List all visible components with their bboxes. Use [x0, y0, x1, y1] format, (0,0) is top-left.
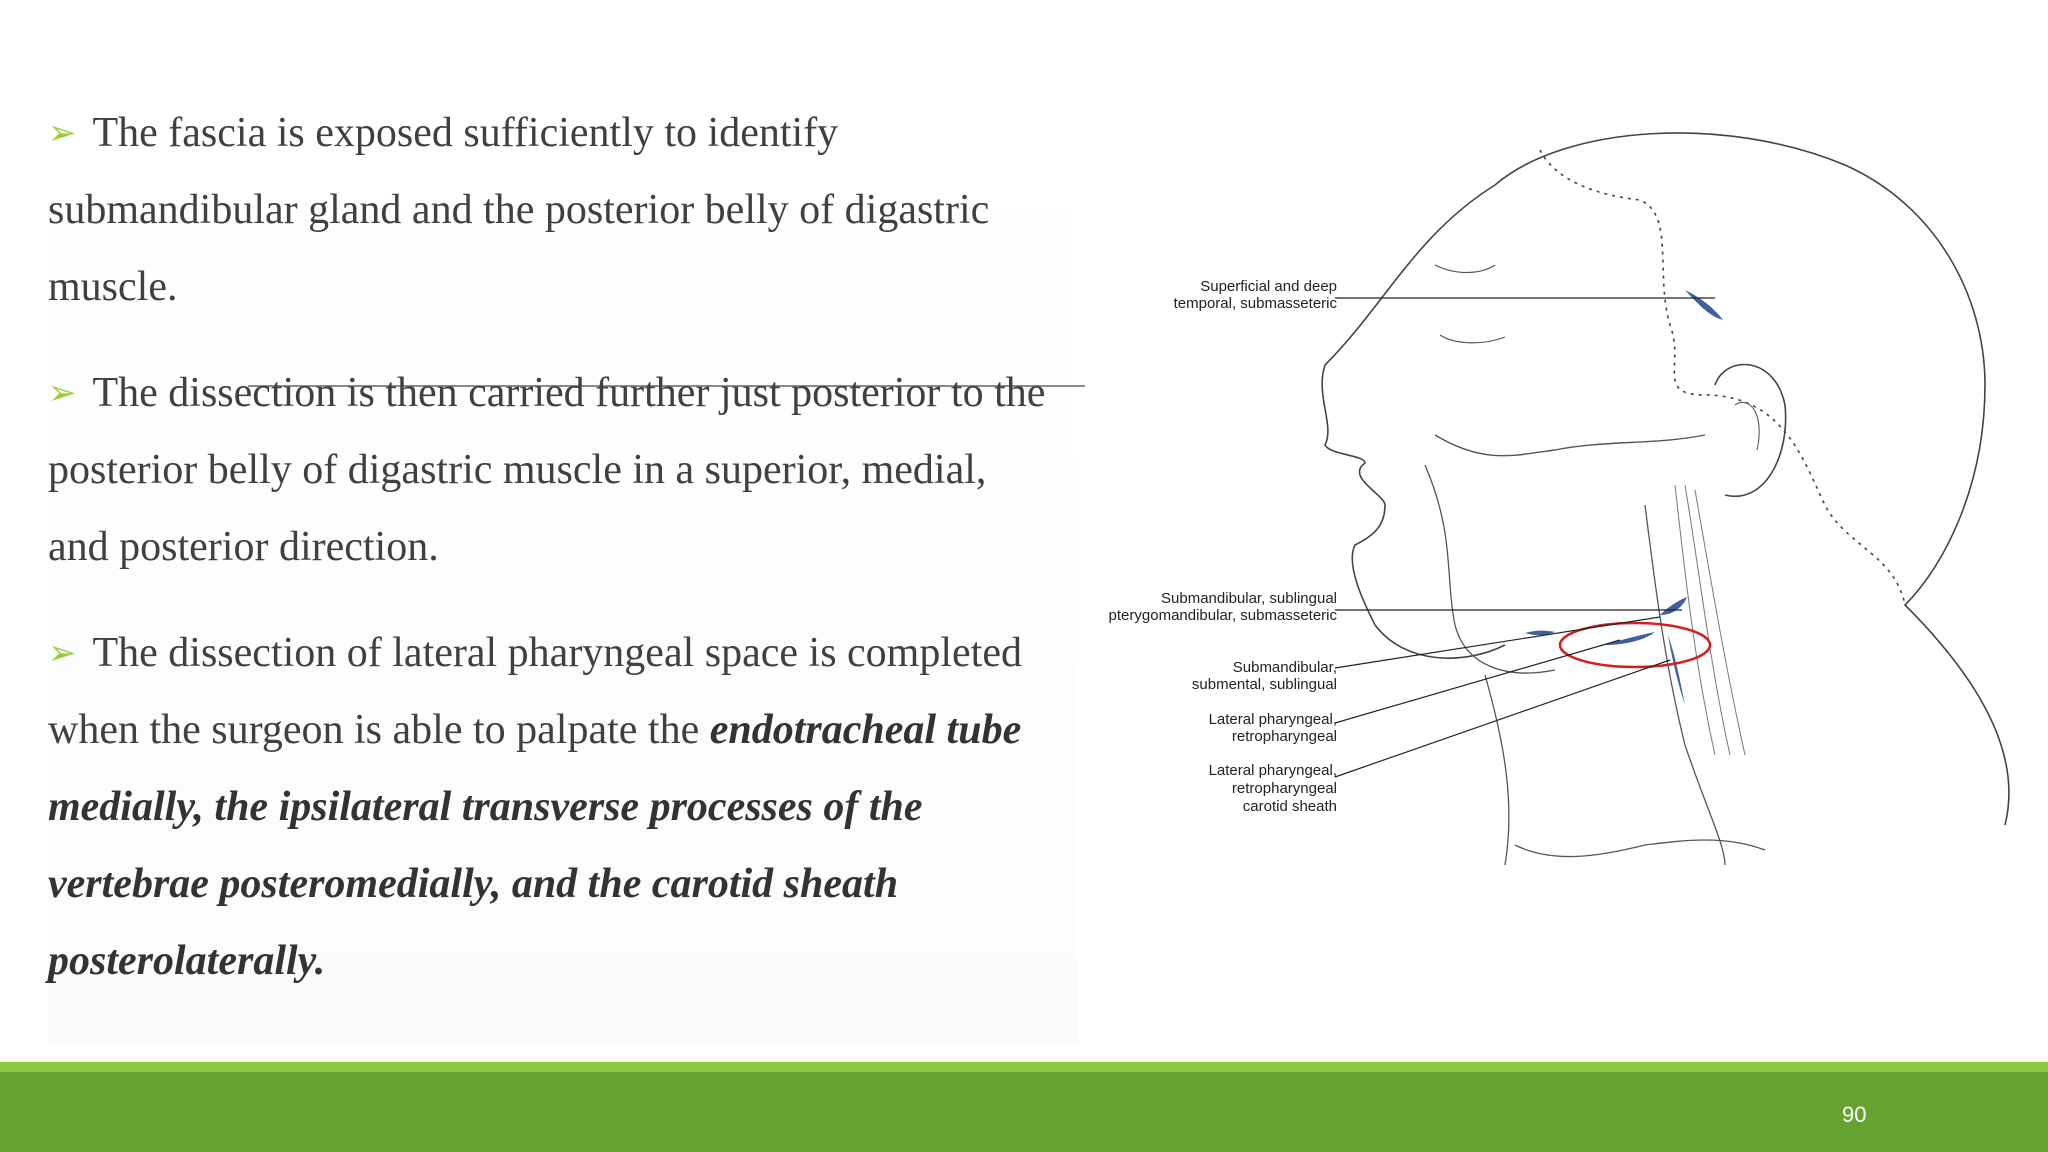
label-2b: pterygomandibular, submasseteric: [1108, 607, 1337, 624]
face-profile: [1322, 185, 1505, 658]
bullet-3-emphasis: endotracheal tube: [709, 707, 1022, 753]
ear: [1715, 365, 1786, 497]
neck-left: [1485, 675, 1509, 865]
bullet-1-line-3: muscle.: [48, 264, 178, 310]
anatomy-figure: [1085, 105, 2015, 935]
label-4a: Lateral pharyngeal,: [1208, 711, 1337, 728]
bullet-3-line-2: when the surgeon is able to palpate the: [48, 707, 710, 753]
bullet-3: [48, 615, 1098, 1000]
lateral-pharyngeal-space: [1668, 635, 1685, 705]
neck-right: [1645, 505, 1725, 865]
bullet-3-line-3: medially, the ipsilateral transverse processes of the: [48, 784, 923, 830]
label-2a: Submandibular, sublingual: [1161, 590, 1337, 607]
clavicle: [1515, 840, 1765, 857]
label-3b: submental, sublingual: [1191, 676, 1337, 693]
bullet-arrow-icon: ➢: [48, 633, 77, 673]
bullet-2-line-2: posterior belly of digastric muscle in a superior, medial,: [48, 447, 987, 493]
head-outline: [1495, 133, 2009, 825]
pterygomandibular-space: [1605, 632, 1655, 645]
label-1a: Superficial and deep: [1200, 278, 1337, 295]
label-4b: retropharyngeal: [1231, 728, 1337, 745]
label-5a: Lateral pharyngeal,: [1208, 762, 1337, 779]
head-neck-illustration: [1085, 105, 2015, 935]
bullet-2: [48, 355, 1098, 586]
submandibular-space: [1660, 597, 1687, 615]
footer-bar: [0, 1072, 2048, 1152]
bullet-1-line-1: The fascia is exposed sufficiently to identify: [92, 110, 839, 156]
label-5b: retropharyngeal: [1231, 780, 1337, 797]
text-panel: [48, 95, 1078, 1045]
label-1b: temporal, submasseteric: [1173, 295, 1337, 312]
bullet-1-line-2: submandibular gland and the posterior belly of digastric: [48, 187, 990, 233]
bullet-3-line-1: The dissection of lateral pharyngeal space is completed: [92, 630, 1022, 676]
page-number: 90: [1842, 1102, 1867, 1127]
bullet-2-line-1: The dissection is then carried further just posterior to the: [92, 370, 1046, 416]
bullet-2-line-3: and posterior direction.: [48, 524, 439, 570]
temporal-space: [1685, 290, 1723, 320]
jaw-line: [1435, 435, 1705, 456]
bullet-arrow-icon: ➢: [48, 113, 77, 153]
incision-line: [1540, 150, 1905, 605]
label-5c: carotid sheath: [1242, 798, 1337, 815]
bullet-1: [48, 95, 1098, 326]
bullet-3-line-5: posterolaterally.: [48, 938, 326, 984]
label-3a: Submandibular,: [1232, 659, 1337, 676]
footer-accent-bar: [0, 1062, 2048, 1072]
bullet-arrow-icon: ➢: [48, 373, 77, 413]
bullet-3-line-4: vertebrae posteromedially, and the carotid sheath: [48, 861, 899, 907]
